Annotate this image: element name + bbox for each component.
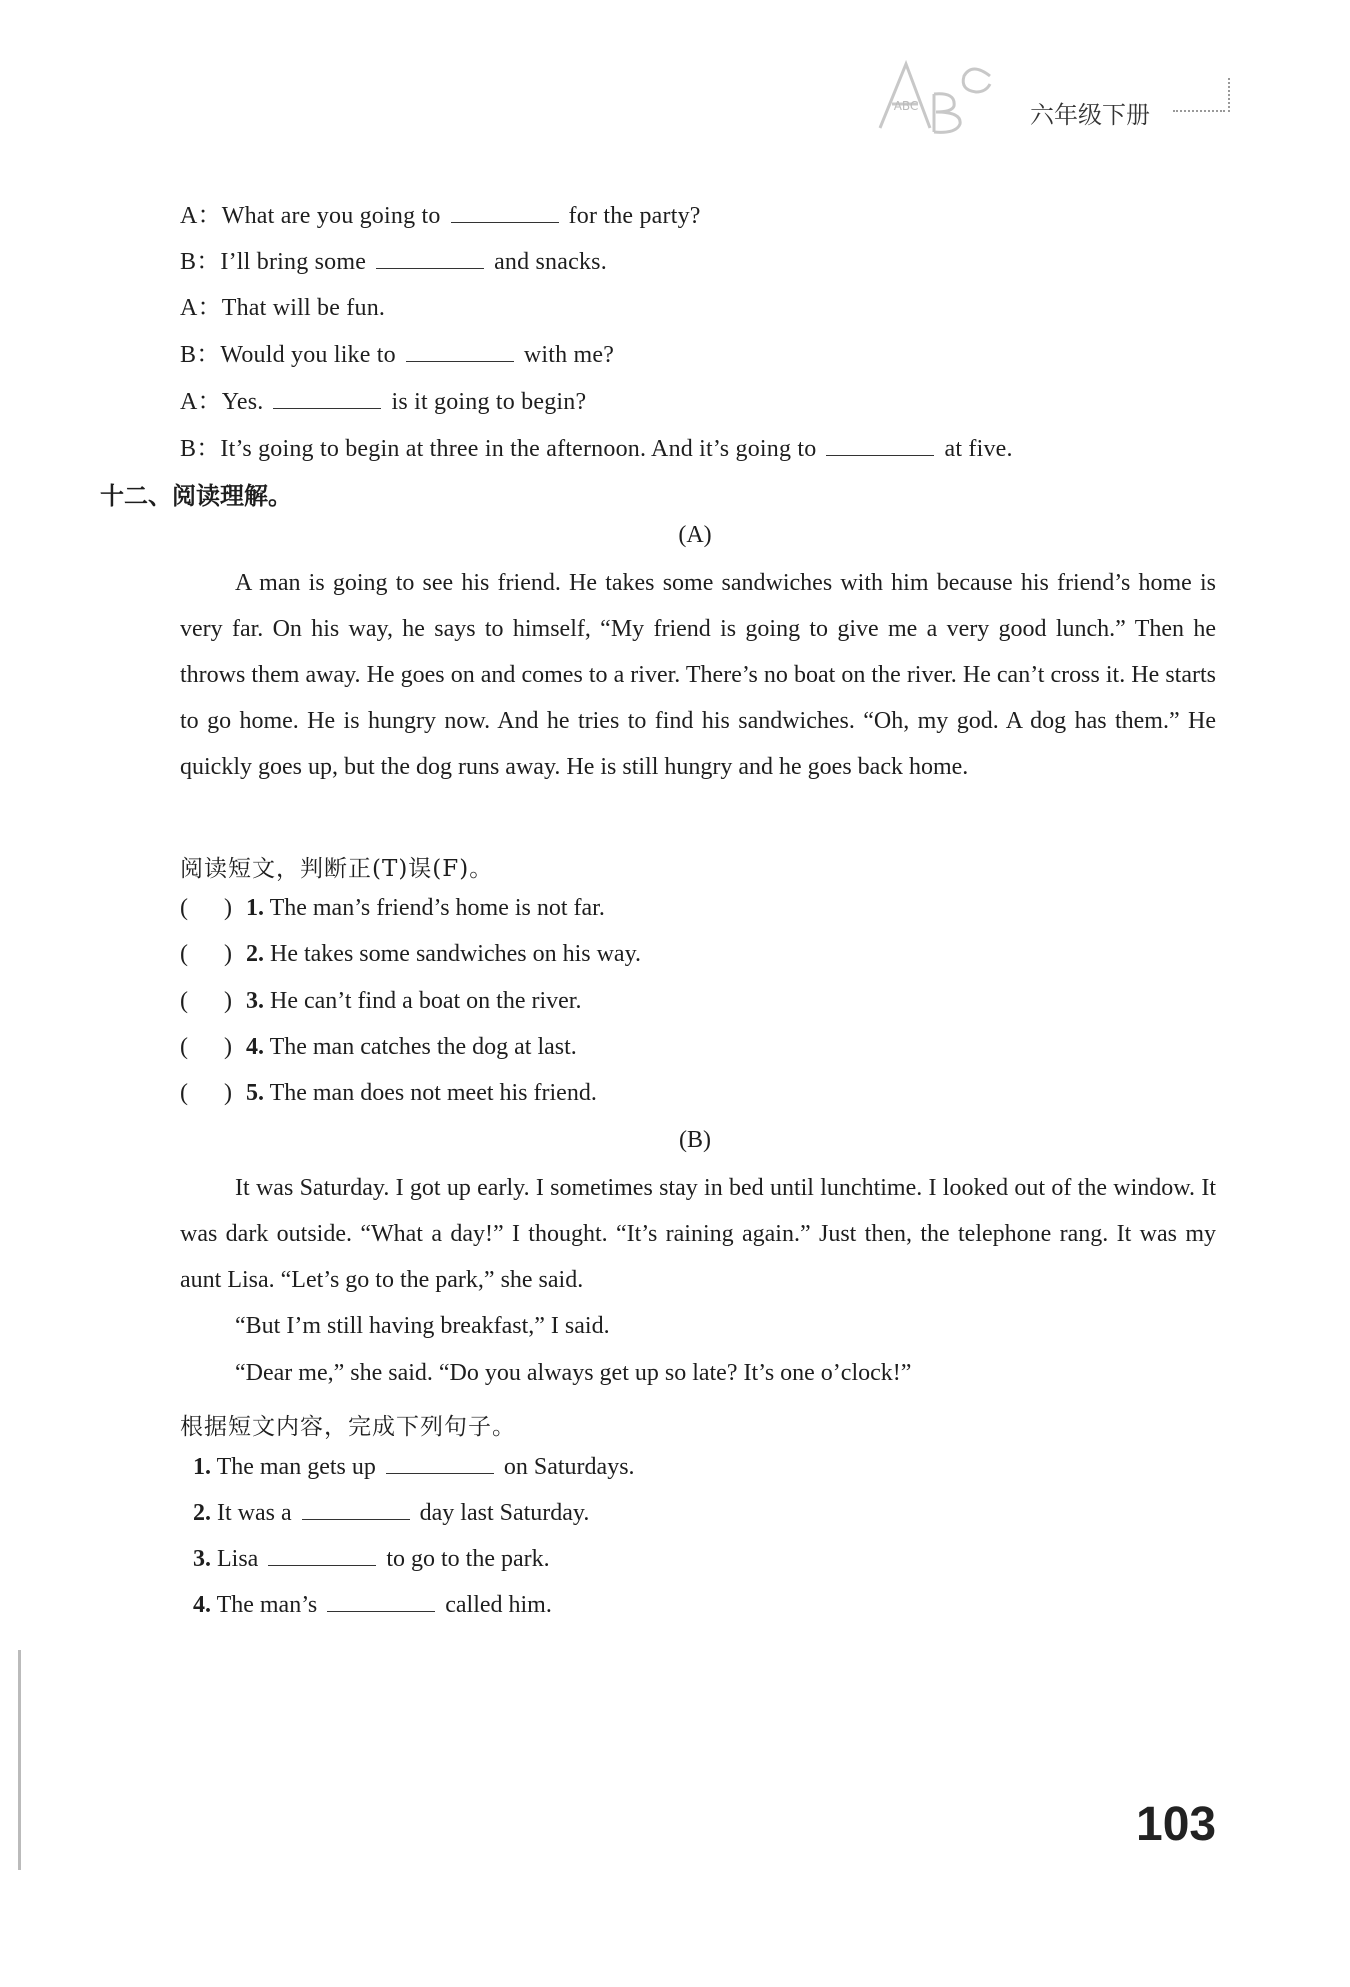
header-divider (1173, 110, 1225, 112)
answer-blank[interactable] (451, 204, 559, 223)
answer-blank[interactable] (406, 343, 514, 362)
passage-b-quote: “But I’m still having breakfast,” I said. (235, 1313, 610, 1339)
fill-in-item: 3. Lisa to go to the park. (193, 1546, 550, 1572)
section-title: 十二、阅读理解。 (100, 482, 292, 510)
answer-blank[interactable] (268, 1547, 376, 1566)
true-false-item: ( ) 5. The man does not meet his friend. (180, 1080, 597, 1106)
header-divider-vertical (1228, 78, 1230, 112)
passage-a-instruction: 阅读短文，判断正(T)误(F)。 (180, 856, 494, 882)
true-false-item: ( ) 4. The man catches the dog at last. (180, 1034, 577, 1060)
dialogue-line: A：What are you going to for the party? (180, 203, 701, 229)
answer-parenthesis[interactable]: ( ) (180, 895, 232, 921)
dialogue-line: B：I’ll bring some and snacks. (180, 249, 607, 275)
answer-parenthesis[interactable]: ( ) (180, 1080, 232, 1106)
dialogue-line: B：Would you like to with me? (180, 342, 615, 368)
passage-a-text: A man is going to see his friend. He takes some sandwiches with him because his friend’s home is very far. On his way, he says to himself, “My friend is going to give me a very good lunch.” Then he throws them away. He goes on and comes to a river. There’s no boat on the river. He can’t cross it. He starts to go home. He is hungry now. And he tries to find his sandwiches. “Oh, my god. A dog has them.” He quickly goes up, but the dog runs away. He is still hungry and he goes back home. (180, 570, 1216, 780)
answer-parenthesis[interactable]: ( ) (180, 1034, 232, 1060)
answer-blank[interactable] (327, 1593, 435, 1612)
fill-in-item: 2. It was a day last Saturday. (193, 1500, 590, 1526)
passage-b-instruction: 根据短文内容，完成下列句子。 (180, 1414, 516, 1440)
true-false-item: ( ) 1. The man’s friend’s home is not far. (180, 895, 605, 921)
fill-in-item: 4. The man’s called him. (193, 1592, 552, 1618)
answer-blank[interactable] (386, 1455, 494, 1474)
dialogue-line: B：It’s going to begin at three in the afternoon. And it’s going to at five. (180, 436, 1013, 462)
passage-b-text: It was Saturday. I got up early. I sometimes stay in bed until lunchtime. I looked out of the window. It was dark outside. “What a day!” I thought. “It’s raining again.” Just then, the telephone rang. It was my aunt Lisa. “Let’s go to the park,” she said. (180, 1175, 1216, 1293)
answer-blank[interactable] (376, 250, 484, 269)
answer-parenthesis[interactable]: ( ) (180, 941, 232, 967)
answer-blank[interactable] (826, 437, 934, 456)
answer-blank[interactable] (273, 390, 381, 409)
answer-blank[interactable] (302, 1501, 410, 1520)
passage-a-heading: (A) (678, 522, 712, 548)
svg-text:ABC: ABC (893, 99, 919, 113)
grade-label: 六年级下册 (1030, 101, 1150, 129)
page-number: 103 (1136, 1798, 1217, 1851)
passage-b-heading: (B) (679, 1127, 711, 1153)
true-false-item: ( ) 2. He takes some sandwiches on his way. (180, 941, 642, 967)
page-edge-shadow (18, 1650, 21, 1870)
dialogue-line: A：That will be fun. (180, 295, 386, 321)
abc-logo-icon (872, 54, 1002, 136)
true-false-item: ( ) 3. He can’t find a boat on the river. (180, 988, 582, 1014)
answer-parenthesis[interactable]: ( ) (180, 988, 232, 1014)
passage-b-quote: “Dear me,” she said. “Do you always get up so late? It’s one o’clock!” (235, 1360, 912, 1386)
dialogue-line: A：Yes. is it going to begin? (180, 389, 587, 415)
fill-in-item: 1. The man gets up on Saturdays. (193, 1454, 635, 1480)
